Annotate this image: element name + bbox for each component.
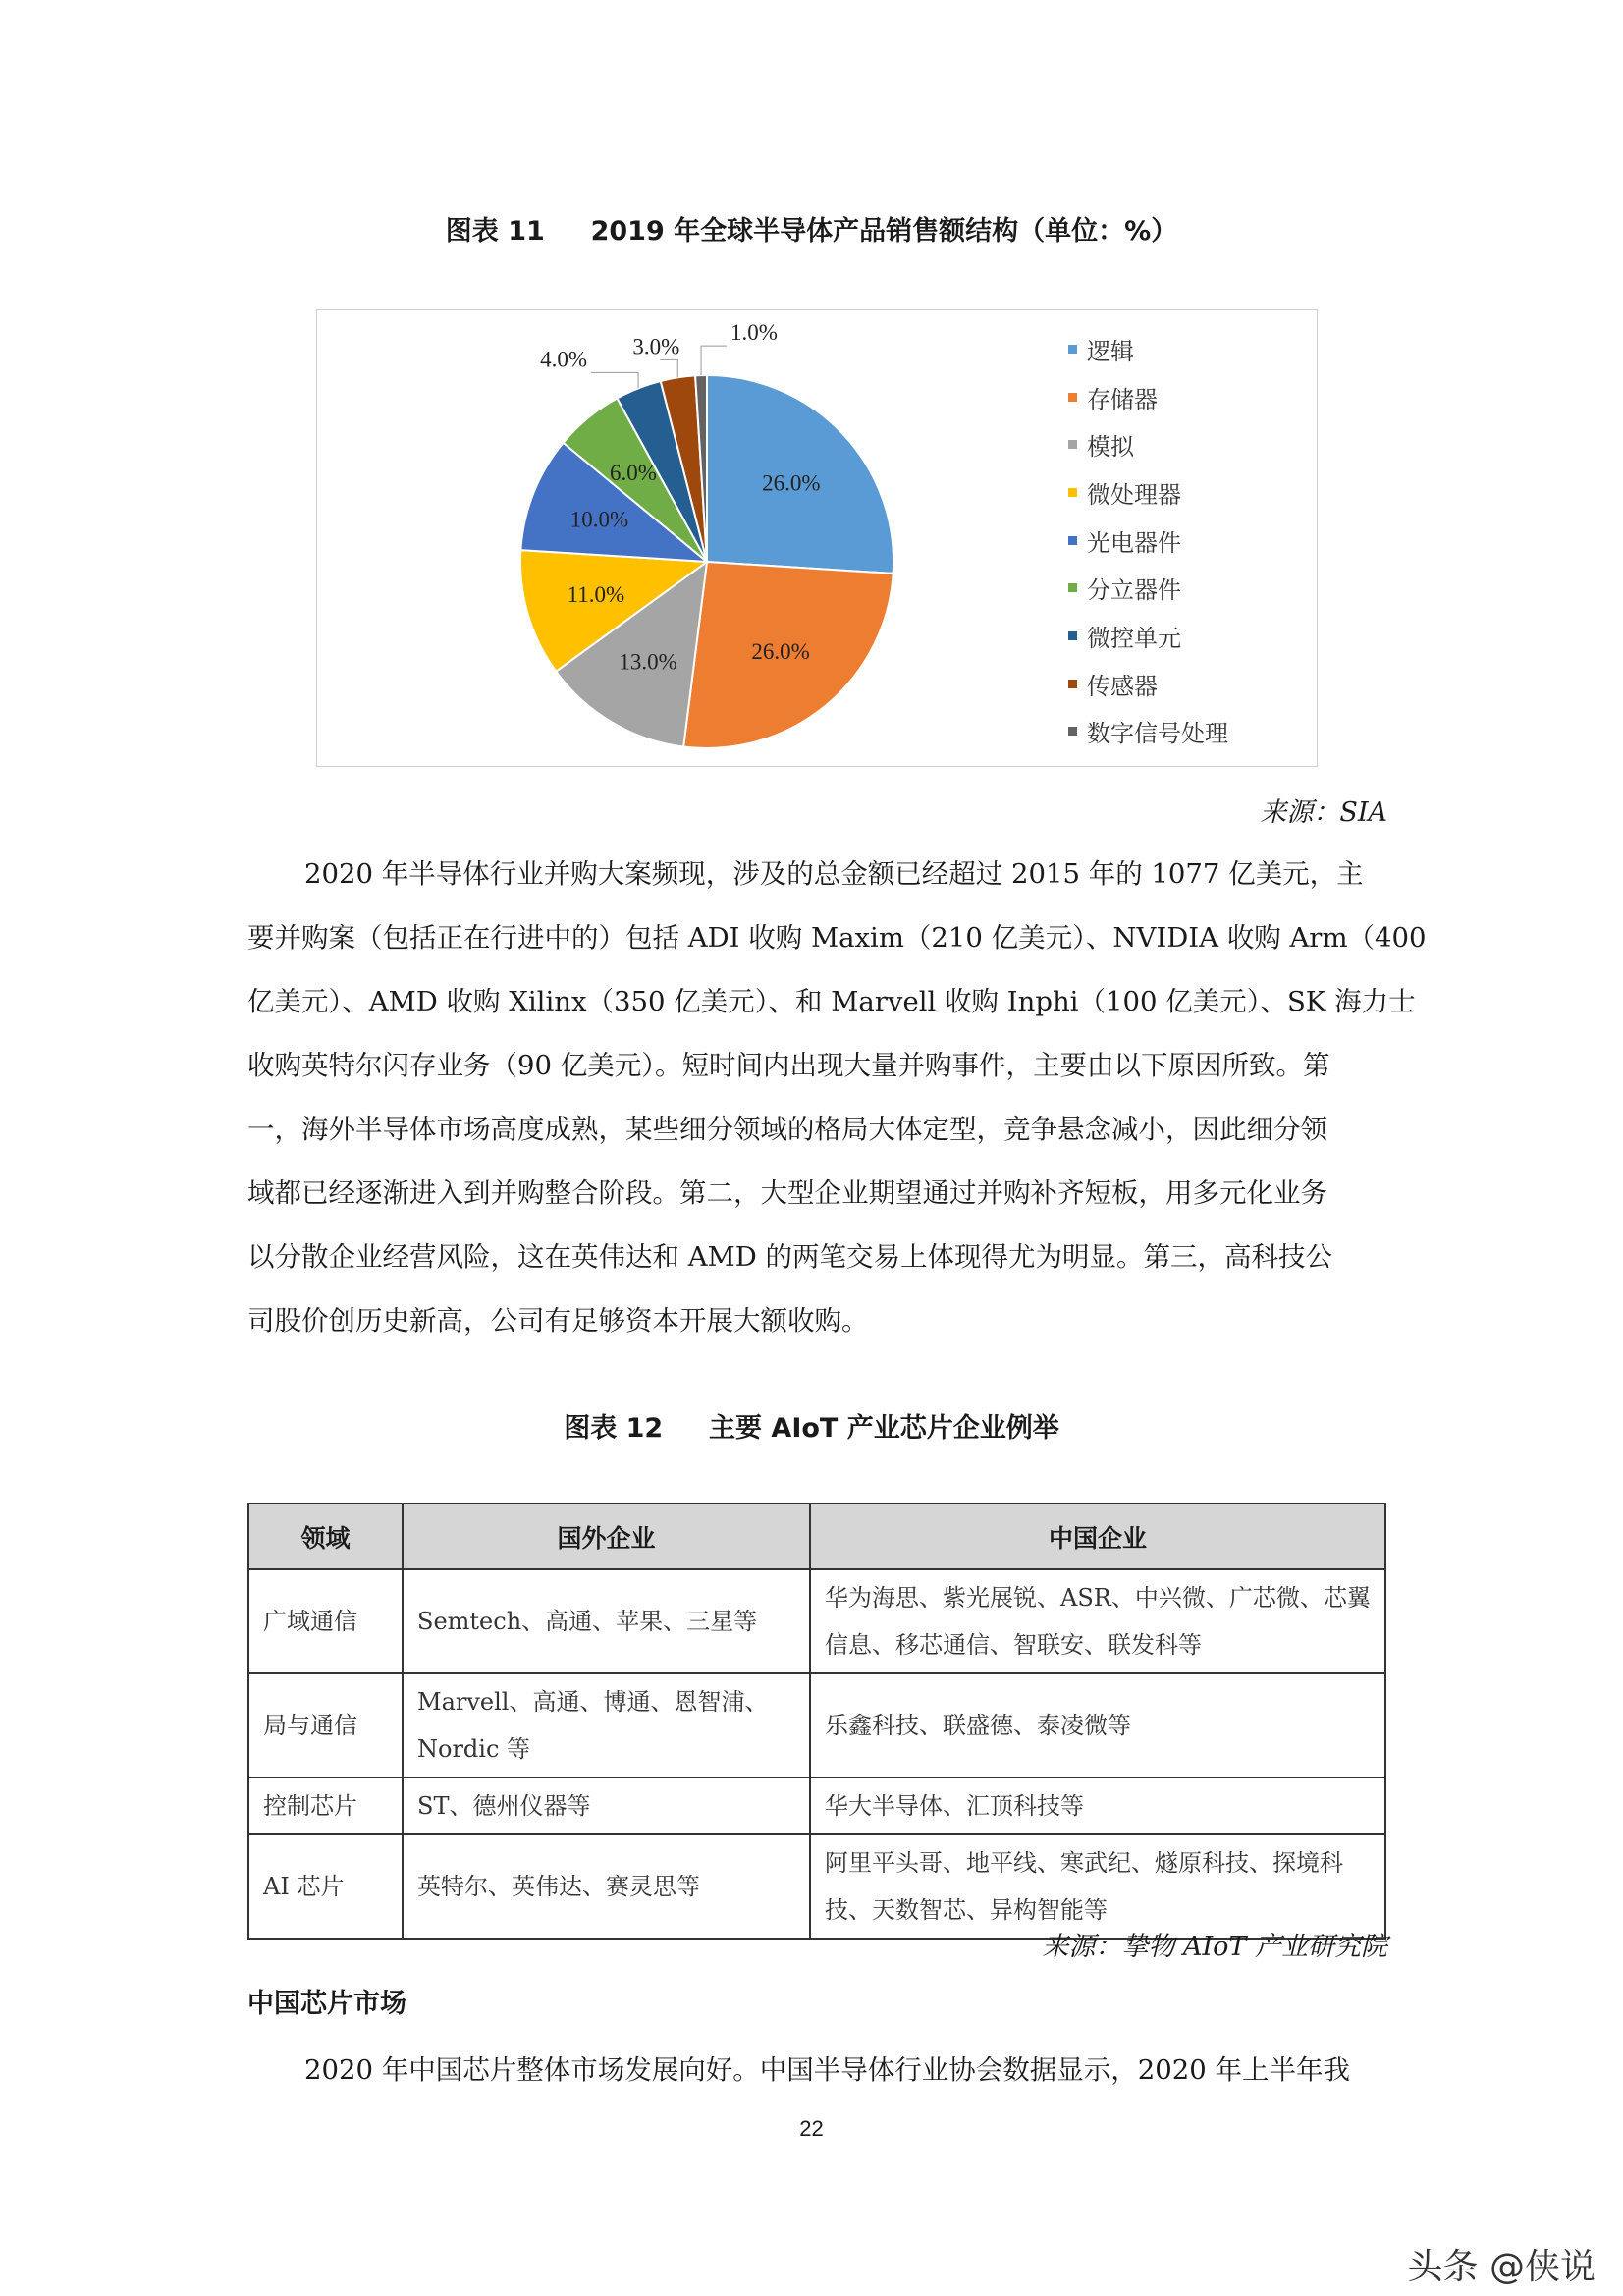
pie-data-label: 4.0%	[540, 347, 588, 372]
legend-label: 微控单元	[1087, 624, 1181, 652]
aiot-chip-companies-table	[247, 1503, 1386, 1940]
legend-label: 光电器件	[1087, 528, 1181, 557]
paragraph-line: 2020 年半导体行业并购大案频现，涉及的总金额已经超过 2015 年的 1077 亿美元，主	[304, 858, 1364, 890]
cell-foreign: ST、德州仪器等	[403, 1777, 810, 1834]
pie-data-label: 11.0%	[567, 581, 625, 607]
cell-foreign: 英特尔、英伟达、赛灵思等	[403, 1834, 810, 1939]
cell-china: 阿里平头哥、地平线、寒武纪、燧原科技、探境科技、天数智芯、异构智能等	[810, 1834, 1385, 1939]
pie-data-label: 13.0%	[619, 649, 677, 675]
cell-domain: 局与通信	[248, 1673, 403, 1777]
pie-data-label: 6.0%	[609, 461, 657, 486]
legend-item	[1068, 708, 1228, 756]
leader-line	[701, 346, 727, 375]
pie-data-label: 26.0%	[762, 470, 821, 496]
legend-label: 微处理器	[1087, 480, 1181, 509]
figure12-caption-label: 图表 12	[564, 1413, 664, 1444]
leader-line	[660, 359, 677, 377]
legend-swatch	[1068, 488, 1077, 497]
cell-domain: 广域通信	[248, 1569, 403, 1673]
legend-item	[1068, 660, 1228, 708]
pie-data-label: 26.0%	[751, 638, 810, 664]
paragraph-line: 2020 年中国芯片整体市场发展向好。中国半导体行业协会数据显示，2020 年上半年我	[304, 2054, 1350, 2086]
figure12-caption	[0, 1406, 1623, 1445]
watermark: 头条 @侠说	[1407, 2247, 1596, 2287]
legend-item	[1068, 325, 1228, 373]
legend-swatch	[1068, 393, 1077, 402]
table-row	[248, 1777, 1385, 1834]
header-china: 中国企业	[810, 1503, 1385, 1569]
paragraph-line: 域都已经逐渐进入到并购整合阶段。第二，大型企业期望通过并购补齐短板，用多元化业务	[247, 1177, 1327, 1209]
table-row	[248, 1569, 1385, 1673]
legend-swatch	[1068, 727, 1077, 736]
pie-data-label: 3.0%	[632, 334, 680, 359]
legend-swatch	[1068, 536, 1077, 545]
paragraph-mergers	[247, 843, 1427, 1353]
figure12-source: 来源：挚物 AIoT 产业研究院	[1042, 1932, 1387, 1962]
figure11-source: 来源：SIA	[1260, 797, 1387, 828]
paragraph-line: 亿美元）、AMD 收购 Xilinx（350 亿美元）、和 Marvell 收购 Inphi（100 亿美元）、SK 海力士	[247, 986, 1416, 1017]
pie-data-label: 10.0%	[569, 507, 629, 532]
figure11-caption-title: 2019 年全球半导体产品销售额结构（单位：%）	[590, 216, 1178, 246]
legend-item	[1068, 373, 1228, 421]
table-row	[248, 1834, 1385, 1939]
legend-swatch	[1068, 680, 1077, 688]
legend-swatch	[1068, 345, 1077, 354]
cell-china: 华为海思、紫光展锐、ASR、中兴微、广芯微、芯翼信息、移芯通信、智联安、联发科等	[810, 1569, 1385, 1673]
paragraph-line: 司股价创历史新高，公司有足够资本开展大额收购。	[247, 1305, 869, 1337]
legend-swatch	[1068, 631, 1077, 640]
paragraph-line: 要并购案（包括正在行进中的）包括 ADI 收购 Maxim（210 亿美元）、NVIDIA 收购 Arm（400	[247, 922, 1427, 954]
cell-domain: 控制芯片	[248, 1777, 403, 1834]
legend-label: 数字信号处理	[1087, 720, 1228, 748]
section-heading: 中国芯片市场	[247, 1989, 406, 2019]
paragraph-line: 以分散企业经营风险，这在英伟达和 AMD 的两笔交易上体现得尤为明显。第三，高科技公	[247, 1241, 1333, 1273]
legend-label: 逻辑	[1087, 337, 1134, 365]
cell-foreign: Marvell、高通、博通、恩智浦、Nordic 等	[403, 1673, 810, 1777]
legend-item	[1068, 612, 1228, 660]
pie-chart	[316, 309, 1318, 767]
header-foreign: 国外企业	[403, 1503, 810, 1569]
leader-line	[591, 372, 638, 388]
legend-label: 存储器	[1087, 385, 1158, 413]
paragraph-china-market	[247, 2039, 1386, 2103]
page-number: 22	[799, 2116, 824, 2141]
legend-item	[1068, 468, 1228, 517]
legend-swatch	[1068, 440, 1077, 449]
table-row	[248, 1673, 1385, 1777]
legend-label: 模拟	[1087, 433, 1134, 462]
legend-label: 分立器件	[1087, 576, 1181, 605]
legend-item	[1068, 564, 1228, 612]
paragraph-line: 一，海外半导体市场高度成熟，某些细分领域的格局大体定型，竞争悬念减小，因此细分领	[247, 1114, 1327, 1145]
figure12-caption-title: 主要 AIoT 产业芯片企业例举	[709, 1413, 1059, 1444]
figure11-caption-label: 图表 11	[445, 216, 545, 246]
table-header-row	[248, 1503, 1385, 1569]
cell-foreign: Semtech、高通、苹果、三星等	[403, 1569, 810, 1673]
chart-legend	[1068, 325, 1228, 755]
legend-label: 传感器	[1087, 672, 1158, 700]
legend-swatch	[1068, 583, 1077, 592]
legend-item	[1068, 517, 1228, 565]
cell-china: 乐鑫科技、联盛德、泰凌微等	[810, 1673, 1385, 1777]
cell-domain: AI 芯片	[248, 1834, 403, 1939]
cell-china: 华大半导体、汇顶科技等	[810, 1777, 1385, 1834]
header-domain: 领域	[248, 1503, 403, 1569]
pie-data-label: 1.0%	[730, 320, 778, 346]
legend-item	[1068, 420, 1228, 468]
figure11-caption	[0, 209, 1623, 247]
paragraph-line: 收购英特尔闪存业务（90 亿美元）。短时间内出现大量并购事件，主要由以下原因所致。第	[247, 1050, 1330, 1081]
